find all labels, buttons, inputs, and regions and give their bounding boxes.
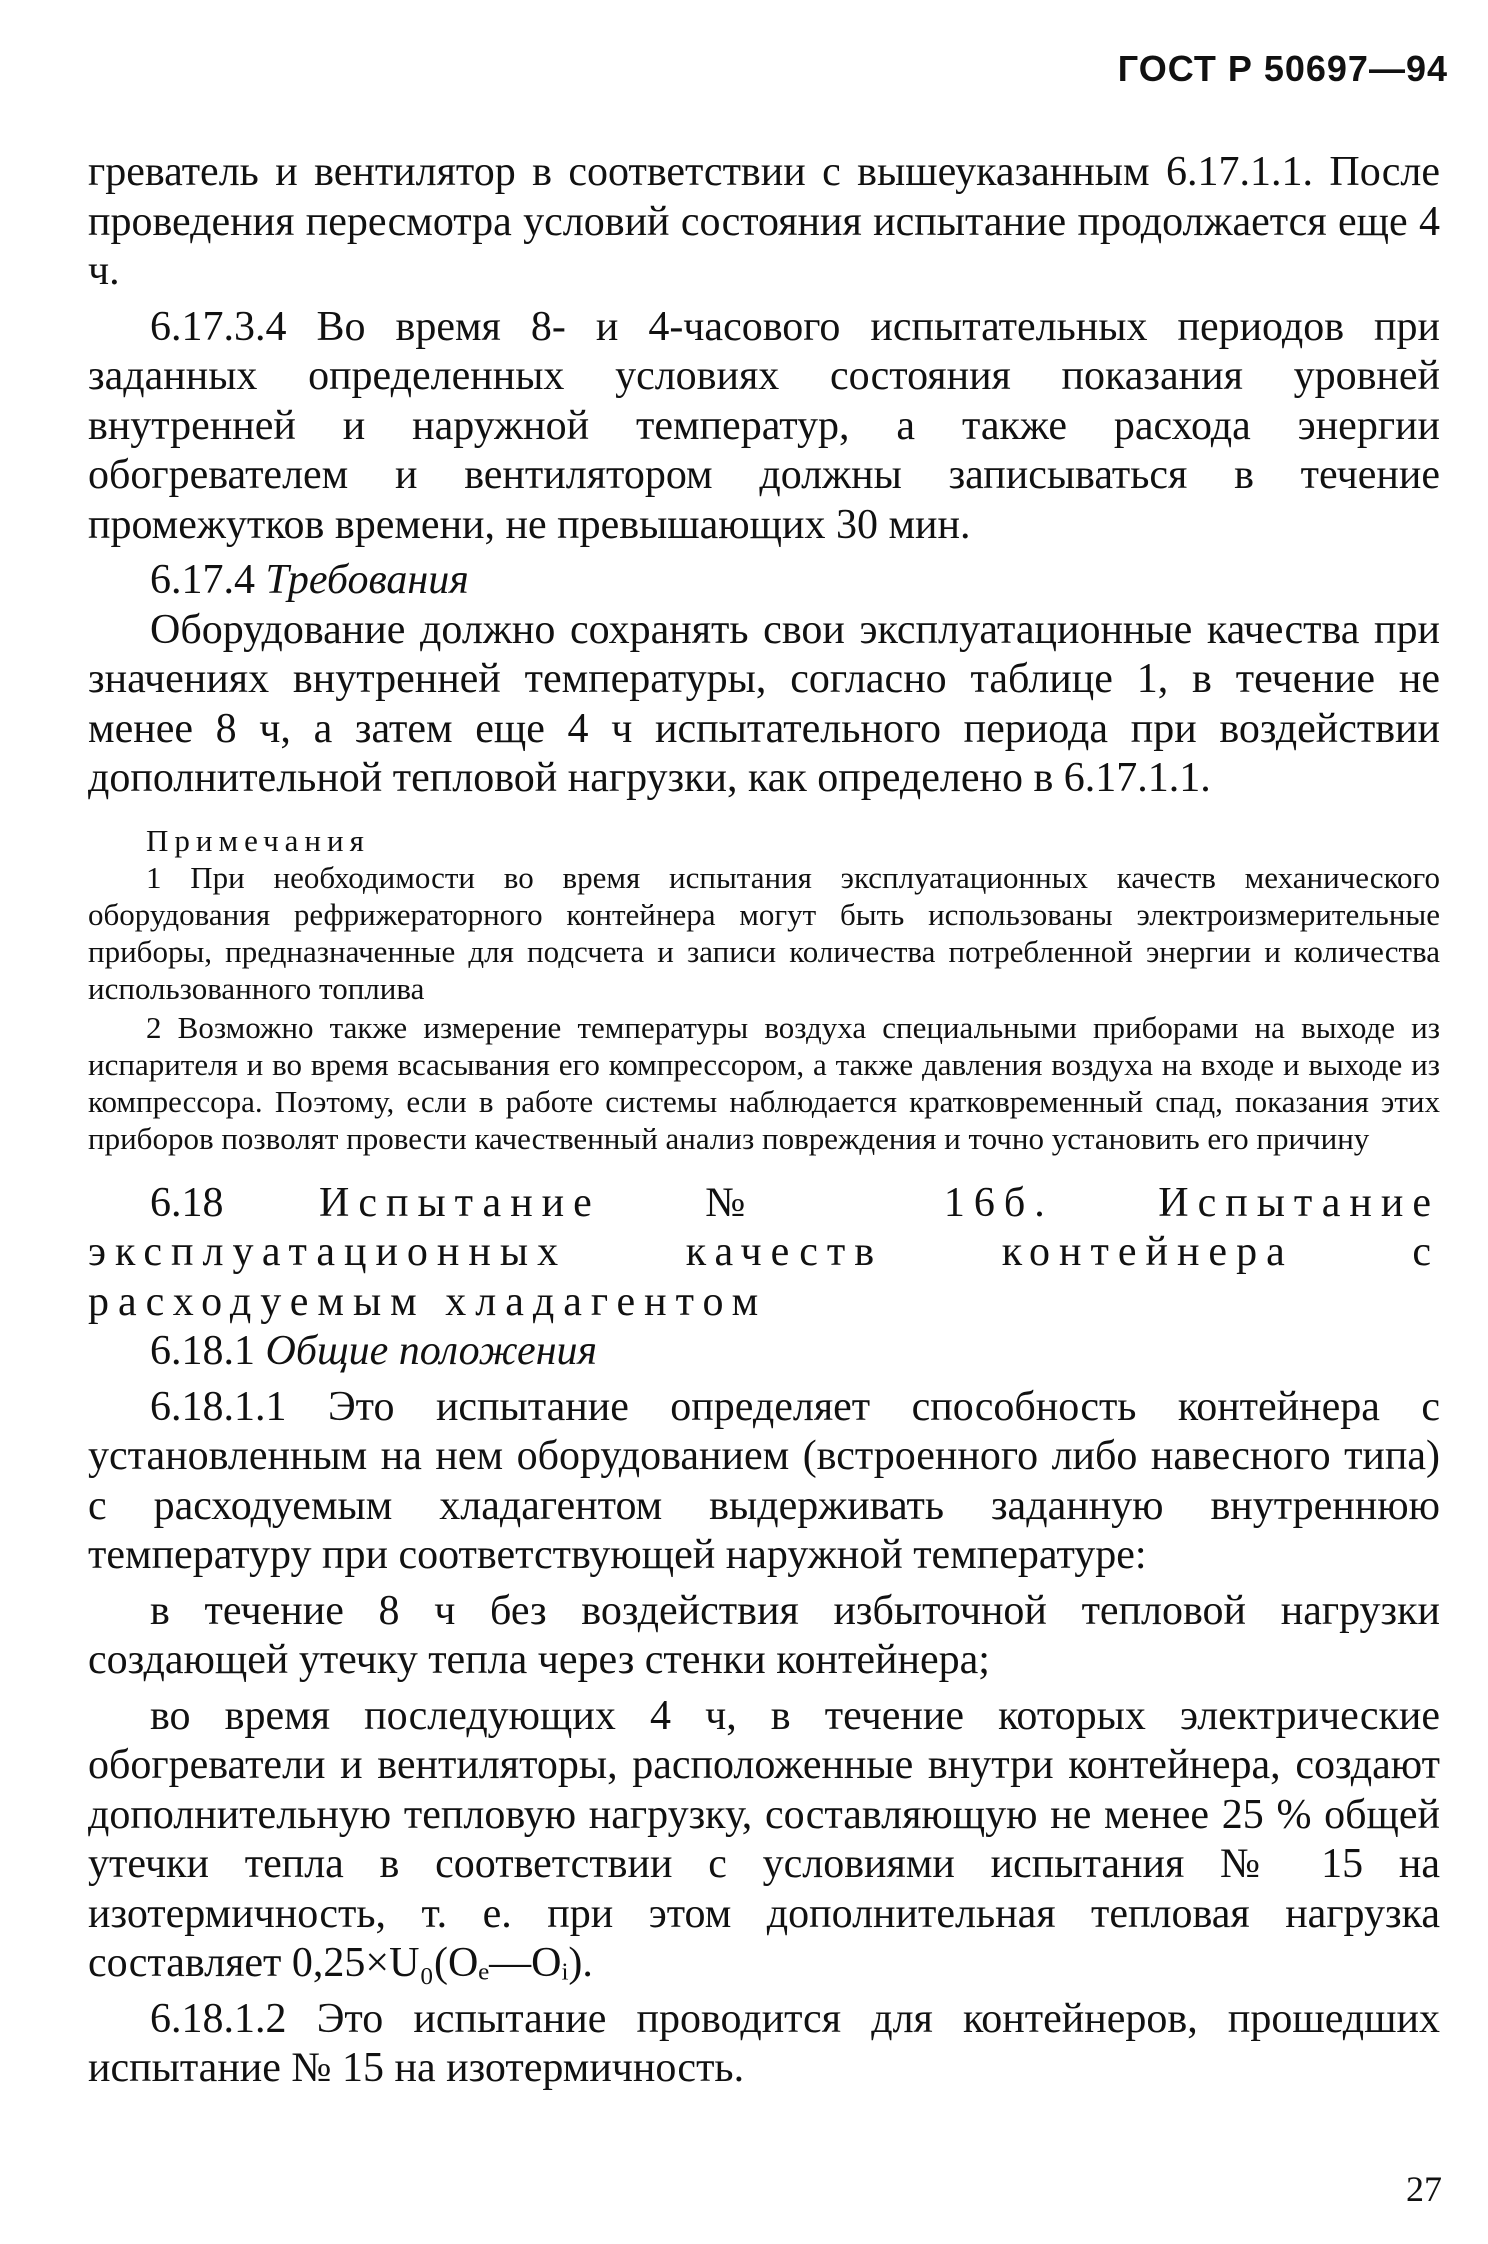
- note-1: 1 При необходимости во время испытания эксплуатационных качеств механического оборудования рефрижераторного контейнера могут быть использованы электроизмерительные приборы, предназначенные для подсчета и записи количества потребленной энергии и количества использованного топлива: [88, 859, 1440, 1006]
- subsection-number: 6.18.1: [150, 1328, 255, 1374]
- paragraph-6-18-1-1: 6.18.1.1 Это испытание определяет способность контейнера с установленным на нем оборудованием (встроенного либо навесного типа) с расходуемым хладагентом выдерживать заданную внутреннюю температуру при соответствующей наружной температуре:: [88, 1383, 1440, 1578]
- note-2: 2 Возможно также измерение температуры воздуха специальными приборами на выходе из испарителя и во время всасывания его компрессором, а также давления воздуха на входе и выходе из компрессора. Поэтому, если в работе системы наблюдается кратковременный спад, показания этих приборов позволят провести качественный анализ повреждения и точно установить его причину: [88, 1009, 1440, 1156]
- paragraph-8h: в течение 8 ч без воздействия избыточной тепловой нагрузки создающей утечку тепла через стенки контейнера;: [88, 1587, 1440, 1683]
- heading-6-17-4: [88, 556, 1440, 606]
- paragraph-6-17-3-4: 6.17.3.4 Во время 8- и 4-часового испытательных периодов при заданных определенных условиях состояния показания уровней внутренней и наружной температур, а также расхода энергии обогревателем и вентилятором должны записываться в течение промежутков времени, не превышающих 30 мин.: [88, 303, 1440, 548]
- section-number: 6.18: [150, 1179, 224, 1226]
- notes-label: Примечания: [146, 822, 370, 858]
- paragraph-4h: во время последующих 4 ч, в течение которых электрические обогреватели и вентиляторы, расположенные внутри контейнера, создают дополнительную тепловую нагрузку, составляющую не менее 25 % общей утечки тепла в соответствии с условиями испытания № 15 на изотермичность, т. е. при этом дополнительная тепловая нагрузка составляет 0,25×U₀(Oₑ—Oᵢ).: [88, 1692, 1440, 1986]
- notes-block: [88, 822, 1440, 1157]
- subsection-title: Общие положения: [265, 1328, 598, 1374]
- section-title: Испытание № 16б. Испытание эксплуатационных качеств контейнера с расходуемым хладагентом: [88, 1179, 1441, 1325]
- heading-6-18: [88, 1179, 1440, 1328]
- document-body: [88, 148, 1440, 2100]
- heading-title: Требования: [265, 557, 469, 603]
- standard-code: ГОСТ Р 50697—94: [1117, 48, 1448, 89]
- heading-6-18-1: [88, 1327, 1440, 1377]
- paragraph-requirements: Оборудование должно сохранять свои эксплуатационные качества при значениях внутренней температуры, согласно таблице 1, в течение не менее 8 ч, а затем еще 4 ч испытательного периода при воздействии дополнительной тепловой нагрузки, как определено в 6.17.1.1.: [88, 606, 1440, 801]
- paragraph-6-18-1-2: 6.18.1.2 Это испытание проводится для контейнеров, прошедших испытание № 15 на изотермичность.: [88, 1995, 1440, 2091]
- heading-number: 6.17.4: [150, 557, 255, 603]
- paragraph-continuation: греватель и вентилятор в соответствии с вышеуказанным 6.17.1.1. После проведения пересмотра условий состояния испытание продолжается еще 4 ч.: [88, 149, 1440, 294]
- page-number: 27: [1406, 2169, 1442, 2209]
